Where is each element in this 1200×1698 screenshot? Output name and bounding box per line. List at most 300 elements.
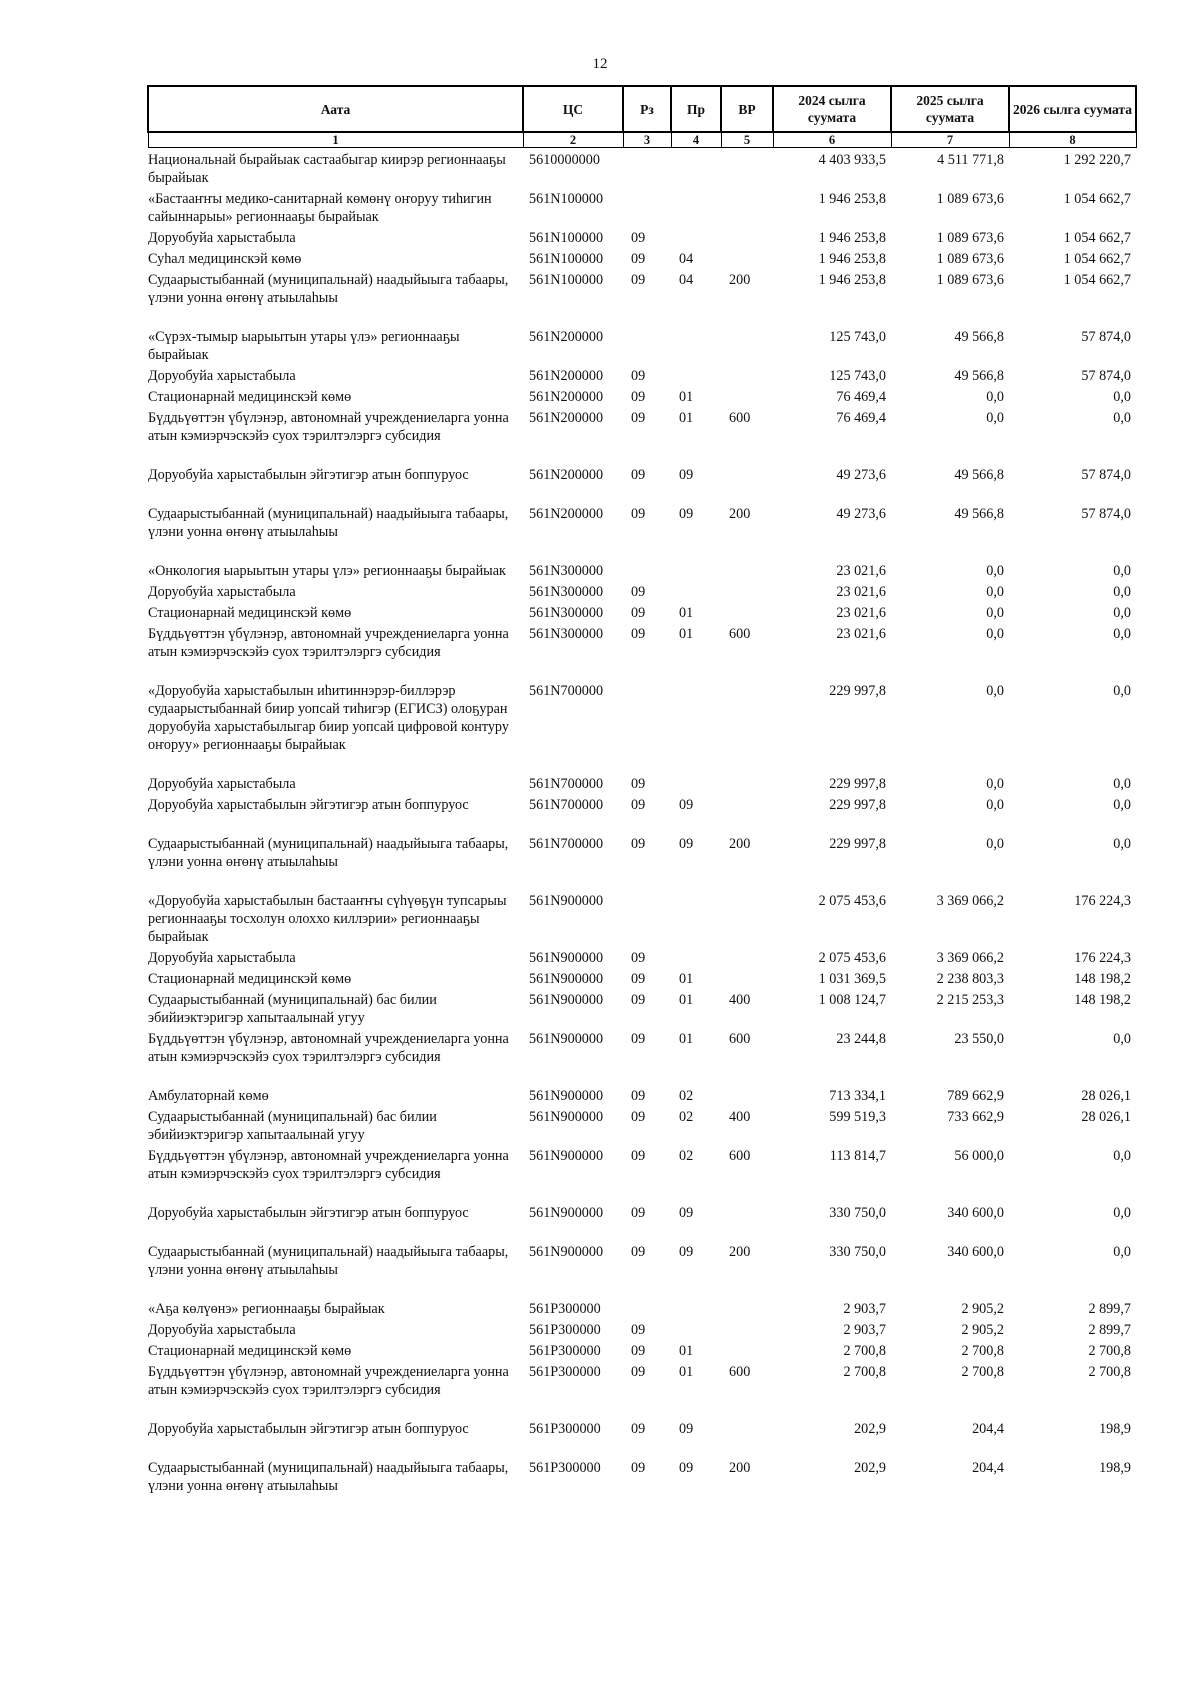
column-number: 2 [523, 132, 623, 148]
cell-2024: 49 273,6 [836, 506, 886, 522]
cell-2024: 1 946 253,8 [818, 230, 886, 246]
table-row [148, 1417, 1136, 1456]
cell-vr [721, 247, 773, 268]
table-row [148, 406, 1136, 463]
cell-vr: 600 [729, 1364, 751, 1380]
cell-rz: 09 [631, 368, 646, 384]
cell-name: Судаарыстыбаннай (муниципальнай) наадыйыыга табаары, үлэни уонна өҥөнү атыылаһыы [148, 836, 509, 870]
cell-vr [721, 559, 773, 580]
cell-name: Доруобуйа харыстабыла [148, 584, 296, 600]
cell-2026: 2 899,7 [1088, 1322, 1131, 1338]
cell-vr [721, 580, 773, 601]
cell-2026: 0,0 [1113, 1148, 1131, 1164]
cell-rz: 09 [631, 1031, 646, 1047]
cell-2025: 49 566,8 [954, 368, 1004, 384]
cell-2025: 0,0 [986, 563, 1004, 579]
cell-2025: 49 566,8 [954, 467, 1004, 483]
cell-vr [721, 1339, 773, 1360]
cell-pr [671, 889, 721, 946]
header-2025: 2025 сылга суумата [891, 86, 1009, 132]
cell-2024: 23 021,6 [836, 584, 886, 600]
cell-rz [623, 325, 671, 364]
cell-name: Суһал медицинскэй көмө [148, 251, 302, 267]
cell-2025: 0,0 [986, 584, 1004, 600]
cell-pr: 02 [679, 1148, 694, 1164]
cell-2026: 0,0 [1113, 626, 1131, 642]
cell-2024: 76 469,4 [836, 389, 886, 405]
cell-2025: 4 511 771,8 [937, 152, 1004, 168]
cell-2024: 2 903,7 [843, 1322, 886, 1338]
table-row [148, 1144, 1136, 1201]
cell-name: Стационарнай медицинскэй көмө [148, 389, 352, 405]
cell-rz [623, 187, 671, 226]
cell-2026: 0,0 [1113, 683, 1131, 699]
table-row [148, 889, 1136, 946]
cell-2026: 1 054 662,7 [1063, 272, 1131, 288]
cell-2024: 2 700,8 [843, 1343, 886, 1359]
cell-name: Доруобуйа харыстабыла [148, 1322, 296, 1338]
cell-cs: 561N200000 [529, 329, 604, 345]
table-body [148, 148, 1136, 1496]
header-rz: Рз [623, 86, 671, 132]
cell-vr [721, 187, 773, 226]
cell-2026: 0,0 [1113, 605, 1131, 621]
cell-cs: 561N200000 [529, 389, 604, 405]
cell-2026: 0,0 [1113, 563, 1131, 579]
cell-name: «Бастааҥҥы медико-санитарнай көмөнү оҥоруу тиһигин сайыннарыы» регионнааҕы бырайыак [148, 191, 492, 225]
cell-pr [671, 325, 721, 364]
cell-2025: 56 000,0 [954, 1148, 1004, 1164]
table-row [148, 559, 1136, 580]
header-vr: ВР [721, 86, 773, 132]
cell-vr [721, 1417, 773, 1456]
table-row [148, 148, 1136, 188]
cell-vr [721, 793, 773, 832]
cell-cs: 561N700000 [529, 776, 604, 792]
cell-vr: 200 [729, 272, 751, 288]
cell-2024: 1 008 124,7 [818, 992, 886, 1008]
cell-rz: 09 [631, 1343, 646, 1359]
cell-pr: 01 [679, 992, 694, 1008]
table-row [148, 1339, 1136, 1360]
cell-2025: 2 700,8 [961, 1343, 1004, 1359]
cell-rz [623, 559, 671, 580]
cell-rz: 09 [631, 605, 646, 621]
cell-2025: 340 600,0 [947, 1244, 1004, 1260]
cell-2024: 2 700,8 [843, 1364, 886, 1380]
cell-rz: 09 [631, 1148, 646, 1164]
cell-cs: 561N100000 [529, 251, 604, 267]
cell-cs: 561N300000 [529, 605, 604, 621]
cell-2025: 204,4 [972, 1460, 1004, 1476]
table-row [148, 325, 1136, 364]
cell-2024: 49 273,6 [836, 467, 886, 483]
cell-name: «Доруобуйа харыстабылын иһитиннэрэр-биллэрэр судаарыстыбаннай биир уопсай тиһигэр (ЕГИСЗ) олоҕуран доруобуйа харыстабылыгар биир уопсай цифровой контуру оҥоруу» регионнааҕы бырайыак [148, 683, 509, 753]
cell-name: Бүддьүөттэн үбүлэнэр, автономнай учреждениеларга уонна атын кэмиэрчэскэйэ суох тэрилтэлэргэ субсидия [148, 1364, 509, 1398]
table-row [148, 967, 1136, 988]
column-number: 5 [721, 132, 773, 148]
cell-2025: 340 600,0 [947, 1205, 1004, 1221]
budget-table-container [147, 85, 1135, 1495]
cell-2024: 4 403 933,5 [818, 152, 886, 168]
cell-vr [721, 1084, 773, 1105]
table-row [148, 463, 1136, 502]
table-row [148, 793, 1136, 832]
cell-cs: 561N200000 [529, 368, 604, 384]
cell-2025: 0,0 [986, 836, 1004, 852]
cell-rz [623, 148, 671, 188]
cell-cs: 561N900000 [529, 1031, 604, 1047]
budget-table [147, 85, 1137, 1495]
cell-pr: 02 [679, 1109, 694, 1125]
cell-rz: 09 [631, 1364, 646, 1380]
cell-pr [671, 772, 721, 793]
table-row [148, 1201, 1136, 1240]
cell-cs: 561P300000 [529, 1301, 601, 1317]
table-row [148, 1027, 1136, 1084]
cell-2024: 2 903,7 [843, 1301, 886, 1317]
cell-vr: 600 [729, 626, 751, 642]
cell-2026: 2 700,8 [1088, 1364, 1131, 1380]
cell-pr [671, 148, 721, 188]
cell-cs: 561N100000 [529, 272, 604, 288]
cell-name: Судаарыстыбаннай (муниципальнай) наадыйыыга табаары, үлэни уонна өҥөнү атыылаһыы [148, 1244, 509, 1278]
column-number: 6 [773, 132, 891, 148]
cell-rz: 09 [631, 251, 646, 267]
cell-2025: 0,0 [986, 683, 1004, 699]
cell-cs: 561N900000 [529, 992, 604, 1008]
cell-vr: 600 [729, 1148, 751, 1164]
cell-vr [721, 889, 773, 946]
cell-cs: 561N200000 [529, 410, 604, 426]
cell-cs: 5610000000 [529, 152, 600, 168]
cell-2024: 1 946 253,8 [818, 191, 886, 207]
cell-pr: 01 [679, 1031, 694, 1047]
cell-2024: 113 814,7 [829, 1148, 886, 1164]
cell-name: Доруобуйа харыстабылын эйгэтигэр атын боппуруос [148, 1421, 469, 1437]
cell-vr [721, 1297, 773, 1318]
cell-2025: 1 089 673,6 [936, 230, 1004, 246]
cell-rz: 09 [631, 506, 646, 522]
cell-cs: 561P300000 [529, 1322, 601, 1338]
cell-pr: 01 [679, 605, 694, 621]
cell-vr: 600 [729, 410, 751, 426]
table-header-row [148, 86, 1136, 132]
cell-cs: 561N900000 [529, 1148, 604, 1164]
cell-name: Судаарыстыбаннай (муниципальнай) наадыйыыга табаары, үлэни уонна өҥөнү атыылаһыы [148, 272, 509, 306]
cell-rz: 09 [631, 1088, 646, 1104]
cell-cs: 561N100000 [529, 230, 604, 246]
cell-cs: 561N700000 [529, 836, 604, 852]
table-row [148, 946, 1136, 967]
cell-name: Бүддьүөттэн үбүлэнэр, автономнай учреждениеларга уонна атын кэмиэрчэскэйэ суох тэрилтэлэргэ субсидия [148, 410, 509, 444]
table-row [148, 364, 1136, 385]
cell-2026: 0,0 [1113, 389, 1131, 405]
cell-2024: 330 750,0 [829, 1205, 886, 1221]
cell-name: Бүддьүөттэн үбүлэнэр, автономнай учреждениеларга уонна атын кэмиэрчэскэйэ суох тэрилтэлэргэ субсидия [148, 1031, 509, 1065]
cell-vr: 200 [729, 836, 751, 852]
cell-pr: 02 [679, 1088, 694, 1104]
column-number-row [148, 132, 1136, 148]
cell-cs: 561N900000 [529, 1244, 604, 1260]
cell-2025: 3 369 066,2 [936, 893, 1004, 909]
cell-2024: 76 469,4 [836, 410, 886, 426]
cell-vr: 600 [729, 1031, 751, 1047]
cell-2026: 198,9 [1099, 1421, 1131, 1437]
cell-rz: 09 [631, 1205, 646, 1221]
cell-rz: 09 [631, 1322, 646, 1338]
column-number: 8 [1009, 132, 1136, 148]
cell-vr [721, 325, 773, 364]
cell-rz: 09 [631, 776, 646, 792]
cell-vr: 200 [729, 1244, 751, 1260]
cell-name: «Аҕа көлүөнэ» регионнааҕы бырайыак [148, 1301, 385, 1317]
cell-pr: 09 [679, 1460, 694, 1476]
cell-2024: 23 021,6 [836, 605, 886, 621]
cell-rz [623, 1297, 671, 1318]
cell-2025: 2 905,2 [961, 1301, 1004, 1317]
cell-pr [671, 1297, 721, 1318]
cell-cs: 561N300000 [529, 584, 604, 600]
cell-pr: 09 [679, 1205, 694, 1221]
cell-name: Доруобуйа харыстабыла [148, 950, 296, 966]
cell-2026: 1 054 662,7 [1063, 191, 1131, 207]
cell-2024: 202,9 [854, 1421, 886, 1437]
cell-2026: 176 224,3 [1074, 893, 1131, 909]
cell-vr: 200 [729, 1460, 751, 1476]
table-row [148, 622, 1136, 679]
cell-2025: 1 089 673,6 [936, 191, 1004, 207]
cell-2025: 789 662,9 [947, 1088, 1004, 1104]
table-row [148, 988, 1136, 1027]
cell-2024: 229 997,8 [829, 797, 886, 813]
cell-name: Судаарыстыбаннай (муниципальнай) бас билии эбийиэктэригэр хапытаалынай угуу [148, 1109, 437, 1143]
header-2026: 2026 сылга суумата [1009, 86, 1136, 132]
cell-2026: 28 026,1 [1081, 1088, 1131, 1104]
table-row [148, 601, 1136, 622]
cell-2026: 198,9 [1099, 1460, 1131, 1476]
cell-cs: 561N900000 [529, 1088, 604, 1104]
page-number: 12 [592, 56, 608, 72]
table-row [148, 502, 1136, 559]
column-number: 1 [148, 132, 523, 148]
cell-cs: 561N900000 [529, 893, 604, 909]
column-number: 3 [623, 132, 671, 148]
column-number: 7 [891, 132, 1009, 148]
cell-pr: 09 [679, 797, 694, 813]
cell-vr [721, 967, 773, 988]
cell-2024: 125 743,0 [829, 329, 886, 345]
table-row [148, 772, 1136, 793]
cell-2024: 713 334,1 [829, 1088, 886, 1104]
cell-name: «Сүрэх-тымыр ыарыытын утары үлэ» регионнааҕы бырайыак [148, 329, 460, 363]
cell-pr: 09 [679, 836, 694, 852]
cell-2025: 23 550,0 [954, 1031, 1004, 1047]
cell-cs: 561P300000 [529, 1421, 601, 1437]
cell-vr [721, 148, 773, 188]
cell-vr [721, 946, 773, 967]
cell-name: Доруобуйа харыстабыла [148, 368, 296, 384]
cell-name: Доруобуйа харыстабыла [148, 230, 296, 246]
cell-rz: 09 [631, 992, 646, 1008]
cell-rz: 09 [631, 1109, 646, 1125]
cell-pr [671, 1318, 721, 1339]
cell-rz: 09 [631, 1421, 646, 1437]
cell-name: Доруобуйа харыстабылын эйгэтигэр атын боппуруос [148, 1205, 469, 1221]
cell-cs: 561N300000 [529, 626, 604, 642]
cell-2025: 0,0 [986, 626, 1004, 642]
cell-rz: 09 [631, 467, 646, 483]
cell-pr: 04 [679, 251, 694, 267]
table-row [148, 385, 1136, 406]
cell-2026: 148 198,2 [1074, 992, 1131, 1008]
cell-vr: 400 [729, 1109, 751, 1125]
cell-name: Стационарнай медицинскэй көмө [148, 1343, 352, 1359]
table-row [148, 832, 1136, 889]
cell-name: Стационарнай медицинскэй көмө [148, 971, 352, 987]
table-row [148, 1240, 1136, 1297]
cell-2026: 1 292 220,7 [1063, 152, 1131, 168]
cell-cs: 561P300000 [529, 1343, 601, 1359]
table-row [148, 1084, 1136, 1105]
table-row [148, 187, 1136, 226]
cell-2026: 57 874,0 [1081, 368, 1131, 384]
table-row [148, 1456, 1136, 1495]
cell-2024: 229 997,8 [829, 836, 886, 852]
cell-2025: 2 700,8 [961, 1364, 1004, 1380]
column-number: 4 [671, 132, 721, 148]
cell-name: Доруобуйа харыстабылын эйгэтигэр атын боппуруос [148, 797, 469, 813]
cell-name: Бүддьүөттэн үбүлэнэр, автономнай учреждениеларга уонна атын кэмиэрчэскэйэ суох тэрилтэлэргэ субсидия [148, 1148, 509, 1182]
cell-rz: 09 [631, 584, 646, 600]
cell-2024: 229 997,8 [829, 683, 886, 699]
cell-rz: 09 [631, 626, 646, 642]
cell-pr: 01 [679, 1343, 694, 1359]
cell-cs: 561P300000 [529, 1460, 601, 1476]
cell-2026: 57 874,0 [1081, 329, 1131, 345]
cell-name: Доруобуйа харыстабылын эйгэтигэр атын боппуруос [148, 467, 469, 483]
cell-2026: 0,0 [1113, 410, 1131, 426]
table-row [148, 679, 1136, 772]
cell-2026: 57 874,0 [1081, 506, 1131, 522]
cell-vr [721, 1318, 773, 1339]
cell-pr: 01 [679, 1364, 694, 1380]
cell-2025: 0,0 [986, 776, 1004, 792]
cell-2024: 2 075 453,6 [818, 950, 886, 966]
cell-2024: 229 997,8 [829, 776, 886, 792]
cell-name: Стационарнай медицинскэй көмө [148, 605, 352, 621]
cell-2026: 0,0 [1113, 776, 1131, 792]
cell-rz: 09 [631, 272, 646, 288]
cell-pr [671, 679, 721, 772]
cell-2026: 0,0 [1113, 836, 1131, 852]
cell-vr [721, 463, 773, 502]
cell-2025: 1 089 673,6 [936, 272, 1004, 288]
cell-pr: 09 [679, 1244, 694, 1260]
cell-2026: 2 700,8 [1088, 1343, 1131, 1359]
cell-2024: 2 075 453,6 [818, 893, 886, 909]
cell-cs: 561N300000 [529, 563, 604, 579]
cell-vr [721, 385, 773, 406]
cell-2026: 28 026,1 [1081, 1109, 1131, 1125]
cell-2025: 2 215 253,3 [936, 992, 1004, 1008]
cell-pr: 04 [679, 272, 694, 288]
cell-rz: 09 [631, 971, 646, 987]
table-row [148, 1318, 1136, 1339]
cell-pr [671, 946, 721, 967]
cell-pr: 09 [679, 1421, 694, 1437]
table-row [148, 226, 1136, 247]
cell-2024: 599 519,3 [829, 1109, 886, 1125]
cell-vr [721, 226, 773, 247]
cell-rz: 09 [631, 797, 646, 813]
cell-pr: 01 [679, 626, 694, 642]
cell-2025: 3 369 066,2 [936, 950, 1004, 966]
header-cs: ЦС [523, 86, 623, 132]
table-row [148, 1105, 1136, 1144]
cell-cs: 561N900000 [529, 1205, 604, 1221]
cell-pr [671, 187, 721, 226]
table-row [148, 1360, 1136, 1417]
cell-2026: 2 899,7 [1088, 1301, 1131, 1317]
cell-cs: 561P300000 [529, 1364, 601, 1380]
header-2024: 2024 сылга суумата [773, 86, 891, 132]
cell-cs: 561N900000 [529, 971, 604, 987]
cell-2024: 1 946 253,8 [818, 272, 886, 288]
header-pr: Пр [671, 86, 721, 132]
cell-name: «Доруобуйа харыстабылын бастааҥҥы сүһүөҕүн тупсарыы регионнааҕы тосхолун олоххо киллэрии» регионнааҕы бырайыак [148, 893, 507, 945]
cell-cs: 561N100000 [529, 191, 604, 207]
cell-rz: 09 [631, 410, 646, 426]
cell-2025: 204,4 [972, 1421, 1004, 1437]
cell-rz: 09 [631, 389, 646, 405]
cell-name: Судаарыстыбаннай (муниципальнай) наадыйыыга табаары, үлэни уонна өҥөнү атыылаһыы [148, 506, 509, 540]
cell-vr: 200 [729, 506, 751, 522]
cell-cs: 561N200000 [529, 467, 604, 483]
cell-2026: 0,0 [1113, 1205, 1131, 1221]
cell-pr [671, 364, 721, 385]
cell-rz [623, 889, 671, 946]
header-name: Аата [148, 86, 523, 132]
cell-cs: 561N700000 [529, 797, 604, 813]
cell-pr: 09 [679, 467, 694, 483]
cell-2026: 1 054 662,7 [1063, 230, 1131, 246]
cell-2026: 148 198,2 [1074, 971, 1131, 987]
cell-2025: 49 566,8 [954, 506, 1004, 522]
cell-2026: 1 054 662,7 [1063, 251, 1131, 267]
cell-pr [671, 580, 721, 601]
cell-2024: 23 244,8 [836, 1031, 886, 1047]
cell-name: Национальнай бырайыак састаабыгар киирэр регионнааҕы бырайыак [148, 152, 506, 186]
cell-pr: 01 [679, 389, 694, 405]
cell-2024: 202,9 [854, 1460, 886, 1476]
cell-cs: 561N900000 [529, 1109, 604, 1125]
cell-2025: 0,0 [986, 410, 1004, 426]
cell-2024: 1 946 253,8 [818, 251, 886, 267]
cell-2025: 0,0 [986, 605, 1004, 621]
cell-name: Бүддьүөттэн үбүлэнэр, автономнай учреждениеларга уонна атын кэмиэрчэскэйэ суох тэрилтэлэргэ субсидия [148, 626, 509, 660]
table-row [148, 268, 1136, 325]
cell-rz: 09 [631, 230, 646, 246]
cell-2024: 23 021,6 [836, 563, 886, 579]
cell-rz: 09 [631, 1460, 646, 1476]
cell-2024: 1 031 369,5 [818, 971, 886, 987]
cell-2024: 125 743,0 [829, 368, 886, 384]
cell-2025: 0,0 [986, 797, 1004, 813]
cell-2024: 330 750,0 [829, 1244, 886, 1260]
cell-2025: 49 566,8 [954, 329, 1004, 345]
cell-2024: 23 021,6 [836, 626, 886, 642]
